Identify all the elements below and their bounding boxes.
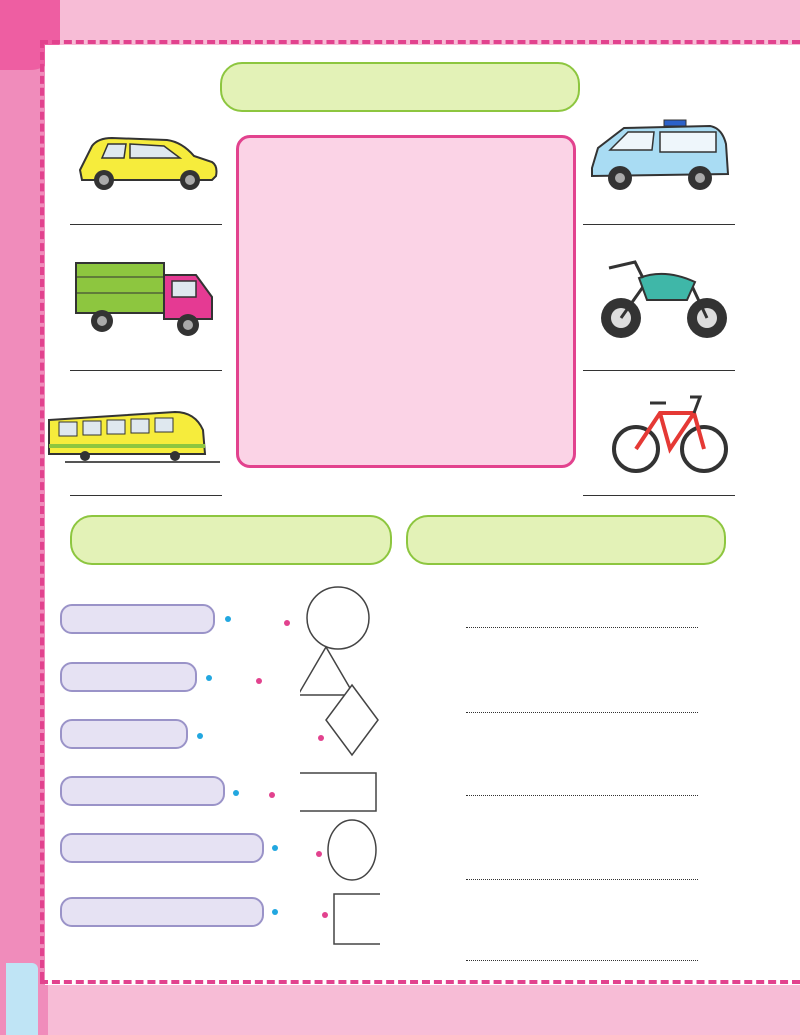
triangle-shape <box>300 647 354 695</box>
answer-dotted-line[interactable] <box>466 879 698 880</box>
rectangle-shape <box>300 773 376 811</box>
match-label[interactable] <box>60 897 264 927</box>
shapes-column <box>300 585 380 950</box>
circle-shape <box>307 587 369 649</box>
answer-line[interactable] <box>70 370 222 371</box>
match-dot[interactable] <box>272 909 278 915</box>
oval-shape <box>328 820 376 880</box>
order-instruction <box>406 515 726 565</box>
word-search-instruction <box>220 62 580 112</box>
dashed-border-bottom <box>40 980 800 984</box>
match-label[interactable] <box>60 776 225 806</box>
answer-line[interactable] <box>583 370 735 371</box>
dashed-border-left <box>40 40 48 980</box>
sentence-box <box>410 656 729 724</box>
page-number-tab <box>6 963 38 1035</box>
sentence-box <box>410 572 729 641</box>
van-picture <box>588 118 733 198</box>
match-dot[interactable] <box>272 845 278 851</box>
answer-dotted-line[interactable] <box>466 960 698 961</box>
match-label[interactable] <box>60 833 264 863</box>
match-dot[interactable] <box>225 616 231 622</box>
lorry-picture <box>72 255 224 340</box>
match-label[interactable] <box>60 662 197 692</box>
match-dot[interactable] <box>206 675 212 681</box>
word-search-box <box>236 135 576 468</box>
sentence-box <box>410 822 729 890</box>
match-label[interactable] <box>60 719 188 749</box>
bicycle-picture <box>610 385 730 480</box>
match-dot[interactable] <box>197 733 203 739</box>
sentence-box <box>410 905 729 972</box>
answer-line[interactable] <box>583 224 735 225</box>
sentence-box <box>410 739 729 807</box>
answer-line[interactable] <box>583 495 735 496</box>
dashed-border-top <box>40 40 800 44</box>
match-instruction <box>70 515 392 565</box>
match-dot[interactable] <box>233 790 239 796</box>
answer-dotted-line[interactable] <box>466 627 698 628</box>
answer-dotted-line[interactable] <box>466 712 698 713</box>
answer-line[interactable] <box>70 224 222 225</box>
bottom-border <box>0 985 800 1035</box>
match-dot[interactable] <box>284 620 290 626</box>
car-picture <box>72 128 222 198</box>
square-shape <box>334 894 380 944</box>
answer-dotted-line[interactable] <box>466 795 698 796</box>
match-label[interactable] <box>60 604 215 634</box>
match-dot[interactable] <box>256 678 262 684</box>
match-dot[interactable] <box>269 792 275 798</box>
answer-line[interactable] <box>70 495 222 496</box>
tram-picture <box>45 400 220 470</box>
motorbike-picture <box>595 248 735 343</box>
